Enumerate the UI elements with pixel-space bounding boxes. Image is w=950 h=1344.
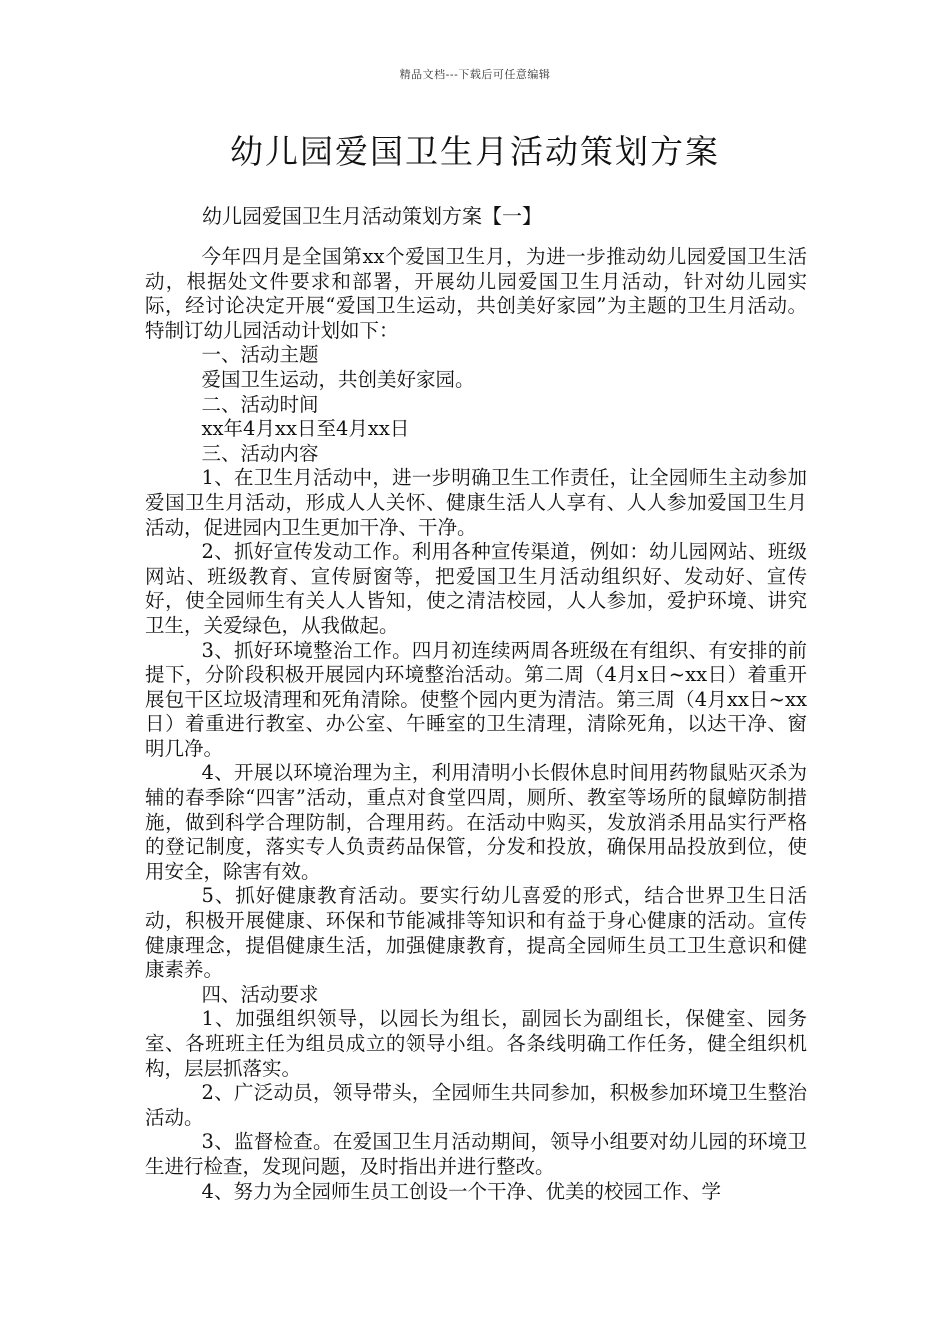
document-body <box>145 245 807 1204</box>
body-paragraph: xx年4月xx日至4月xx日 <box>201 417 410 441</box>
body-paragraph: 2、广泛动员，领导带头，全园师生共同参加，积极参加环境卫生整治活动。 <box>145 1081 807 1129</box>
body-paragraph: 3、监督检查。在爱国卫生月活动期间，领导小组要对幼儿园的环境卫生进行检查，发现问题，及时指出并进行整改。 <box>145 1130 807 1178</box>
body-paragraph: 2、抓好宣传发动工作。利用各种宣传渠道，例如：幼儿园网站、班级网站、班级教育、宣传厨窗等，把爱国卫生月活动组织好、发动好、宣传好，使全园师生有关人人皆知，使之清洁校园，人人参加，爱护环境、讲究卫生，关爱绿色，从我做起。 <box>145 540 807 637</box>
section-heading: 二、活动时间 <box>201 392 319 416</box>
document-subtitle: 幼儿园爱国卫生月活动策划方案【一】 <box>202 204 542 228</box>
intro-paragraph: 今年四月是全国第xx个爱国卫生月，为进一步推动幼儿园爱国卫生活动，根据处文件要求和部署，开展幼儿园爱国卫生月活动，针对幼儿园实际，经讨论决定开展“爱国卫生运动，共创美好家园”为主题的卫生月活动。特制订幼儿园活动计划如下： <box>145 245 807 342</box>
body-paragraph: 5、抓好健康教育活动。要实行幼儿喜爱的形式，结合世界卫生日活动，积极开展健康、环保和节能减排等知识和有益于身心健康的活动。宣传健康理念，提倡健康生活，加强健康教育，提高全园师生员工卫生意识和健康素养。 <box>145 884 807 982</box>
section-heading: 四、活动要求 <box>201 982 319 1006</box>
body-paragraph: 4、努力为全园师生员工创设一个干净、优美的校园工作、学 <box>201 1179 721 1203</box>
document-title: 幼儿园爱国卫生月活动策划方案 <box>230 132 720 171</box>
page-header-note: 精品文档---下载后可任意编辑 <box>399 68 551 81</box>
body-paragraph: 4、开展以环境治理为主，利用清明小长假休息时间用药物鼠贴灭杀为辅的春季除“四害”活动，重点对食堂四周，厕所、教室等场所的鼠蟑防制措施，做到科学合理防制，合理用药。在活动中购买，发放消杀用品实行严格的登记制度，落实专人负责药品保管，分发和投放，确保用品投放到位，使用安全，除害有效。 <box>145 761 807 883</box>
body-paragraph: 爱国卫生运动，共创美好家园。 <box>201 367 475 391</box>
section-heading: 三、活动内容 <box>201 441 319 465</box>
body-paragraph: 3、抓好环境整治工作。四月初连续两周各班级在有组织、有安排的前提下，分阶段积极开展园内环境整治活动。第二周（4月x日~xx日）着重开展包干区垃圾清理和死角清除。使整个园内更为清洁。第三周（4月xx日~xx日）着重进行教室、办公室、午睡室的卫生清理，清除死角，以达干净、窗明几净。 <box>145 638 807 760</box>
body-paragraph: 1、在卫生月活动中，进一步明确卫生工作责任，让全园师生主动参加爱国卫生月活动，形成人人关怀、健康生活人人享有、人人参加爱国卫生月活动，促进园内卫生更加干净、干净。 <box>145 466 807 539</box>
body-paragraph: 1、加强组织领导，以园长为组长，副园长为副组长，保健室、园务室、各班班主任为组员成立的领导小组。各条线明确工作任务，健全组织机构，层层抓落实。 <box>145 1007 807 1080</box>
section-heading: 一、活动主题 <box>201 343 319 367</box>
